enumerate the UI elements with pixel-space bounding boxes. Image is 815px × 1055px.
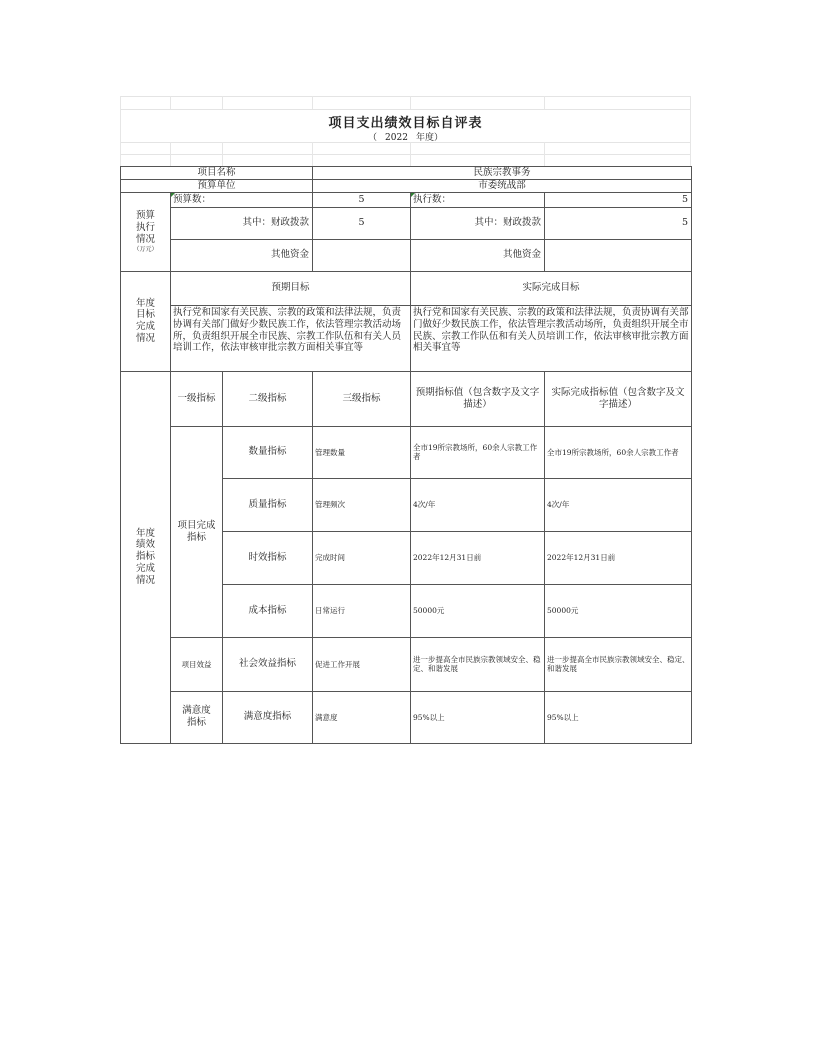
goals-section-text: 年度目标完成情况 bbox=[135, 297, 155, 345]
actual-goal-text[interactable]: 执行党和国家有关民族、宗教的政策和法律法规，负责协调有关部门做好少数民族工作，依法管理宗教活动场所，负责组织开展全市民族、宗教工作队伍和有关人员培训工作，依法审核审批宗教方面相关事宜等 bbox=[411, 305, 692, 371]
page-title: 项目支出绩效目标自评表 bbox=[328, 116, 483, 131]
output-row-3-actual[interactable]: 50000元 bbox=[545, 584, 692, 637]
output-row-1-level2: 质量指标 bbox=[223, 478, 313, 531]
satisfaction-row-level3[interactable]: 满意度 bbox=[313, 691, 411, 743]
header-actual: 实际完成指标值（包含数字及文字描述） bbox=[545, 371, 692, 426]
indicators-section-text: 年度绩效指标完成情况 bbox=[135, 527, 155, 587]
fiscal-exec-label: 其中：财政拨款 bbox=[411, 207, 545, 239]
grid-line bbox=[410, 96, 411, 109]
output-row-2-level3[interactable]: 完成时间 bbox=[313, 531, 411, 584]
grid-line bbox=[544, 142, 545, 166]
actual-goal-header: 实际完成目标 bbox=[411, 271, 692, 305]
output-row-3-expected[interactable]: 50000元 bbox=[411, 584, 545, 637]
fiscal-budget-value[interactable]: 5 bbox=[313, 207, 411, 239]
satisfaction-row-expected[interactable]: 95%以上 bbox=[411, 691, 545, 743]
budget-unit-label: 预算单位 bbox=[121, 179, 313, 192]
budget-amount-value[interactable]: 5 bbox=[313, 192, 411, 207]
grid-line bbox=[312, 96, 313, 109]
exec-amount-label: 执行数： bbox=[411, 192, 545, 207]
grid-line bbox=[222, 96, 223, 109]
expected-goal-text[interactable]: 执行党和国家有关民族、宗教的政策和法律法规，负责协调有关部门做好少数民族工作，依法管理宗教活动场所，负责组织开展全市民族、宗教工作队伍和有关人员培训工作，依法审核审批宗教方面相关事宜等 bbox=[171, 305, 411, 371]
grid-line bbox=[222, 142, 223, 166]
grid-line bbox=[120, 96, 691, 97]
year-open: （ bbox=[368, 133, 378, 143]
satisfaction-row-level2: 满意度指标 bbox=[223, 691, 313, 743]
satisfaction-group-label: 满意度指标 bbox=[171, 691, 223, 743]
budget-section-label bbox=[121, 192, 171, 271]
year-value: 2022 bbox=[385, 133, 408, 143]
year-suffix: 年度） bbox=[415, 133, 443, 143]
grid-line bbox=[120, 109, 691, 110]
output-row-0-actual[interactable]: 全市19所宗教场所，60余人宗教工作者 bbox=[545, 426, 692, 478]
other-funds-exec-label: 其他资金 bbox=[411, 239, 545, 271]
output-row-3-level2: 成本指标 bbox=[223, 584, 313, 637]
header-level3: 三级指标 bbox=[313, 371, 411, 426]
fiscal-exec-value[interactable]: 5 bbox=[545, 207, 692, 239]
output-row-1-actual[interactable]: 4次/年 bbox=[545, 478, 692, 531]
effect-row-level2: 社会效益指标 bbox=[223, 637, 313, 691]
fiscal-label: 其中：财政拨款 bbox=[171, 207, 313, 239]
output-row-0-level2: 数量指标 bbox=[223, 426, 313, 478]
expected-goal-header: 预期目标 bbox=[171, 271, 411, 305]
satisfaction-row-actual[interactable]: 95%以上 bbox=[545, 691, 692, 743]
output-row-1-level3[interactable]: 管理频次 bbox=[313, 478, 411, 531]
exec-amount-value[interactable]: 5 bbox=[545, 192, 692, 207]
grid-line bbox=[410, 142, 411, 166]
budget-amount-label: 预算数： bbox=[171, 192, 313, 207]
grid-line bbox=[170, 96, 171, 109]
goals-section-label bbox=[121, 271, 171, 371]
header-level1: 一级指标 bbox=[171, 371, 223, 426]
output-row-2-level2: 时效指标 bbox=[223, 531, 313, 584]
year-line bbox=[120, 130, 691, 143]
output-row-2-expected[interactable]: 2022年12月31日前 bbox=[411, 531, 545, 584]
header-level2: 二级指标 bbox=[223, 371, 313, 426]
budget-unit-note: （万元） bbox=[133, 245, 158, 253]
grid-line bbox=[170, 142, 171, 166]
effect-group-label: 项目效益 bbox=[171, 637, 223, 691]
grid-line bbox=[544, 96, 545, 109]
effect-row-expected[interactable]: 进一步提高全市民族宗教领域安全、稳定、和谐发展 bbox=[411, 637, 545, 691]
project-name-label: 项目名称 bbox=[121, 167, 313, 180]
indicators-section-label bbox=[121, 371, 171, 743]
output-row-0-level3[interactable]: 管理数量 bbox=[313, 426, 411, 478]
output-group-label: 项目完成指标 bbox=[171, 426, 223, 637]
grid-line bbox=[312, 142, 313, 166]
budget-unit-value[interactable]: 市委统战部 bbox=[313, 179, 692, 192]
budget-section-text: 预算执行情况 bbox=[135, 210, 155, 245]
output-row-2-actual[interactable]: 2022年12月31日前 bbox=[545, 531, 692, 584]
other-funds-label: 其他资金 bbox=[171, 239, 313, 271]
effect-row-level3[interactable]: 促进工作开展 bbox=[313, 637, 411, 691]
other-funds-exec-value[interactable] bbox=[545, 239, 692, 271]
evaluation-table bbox=[120, 166, 692, 744]
output-row-1-expected[interactable]: 4次/年 bbox=[411, 478, 545, 531]
project-name-value[interactable]: 民族宗教事务 bbox=[313, 167, 692, 180]
output-row-0-expected[interactable]: 全市19所宗教场所，60余人宗教工作者 bbox=[411, 426, 545, 478]
grid-line bbox=[120, 154, 691, 155]
effect-row-actual[interactable]: 进一步提高全市民族宗教领域安全、稳定、和谐发展 bbox=[545, 637, 692, 691]
output-row-3-level3[interactable]: 日常运行 bbox=[313, 584, 411, 637]
header-expected: 预期指标值（包含数字及文字描述） bbox=[411, 371, 545, 426]
other-funds-budget-value[interactable] bbox=[313, 239, 411, 271]
